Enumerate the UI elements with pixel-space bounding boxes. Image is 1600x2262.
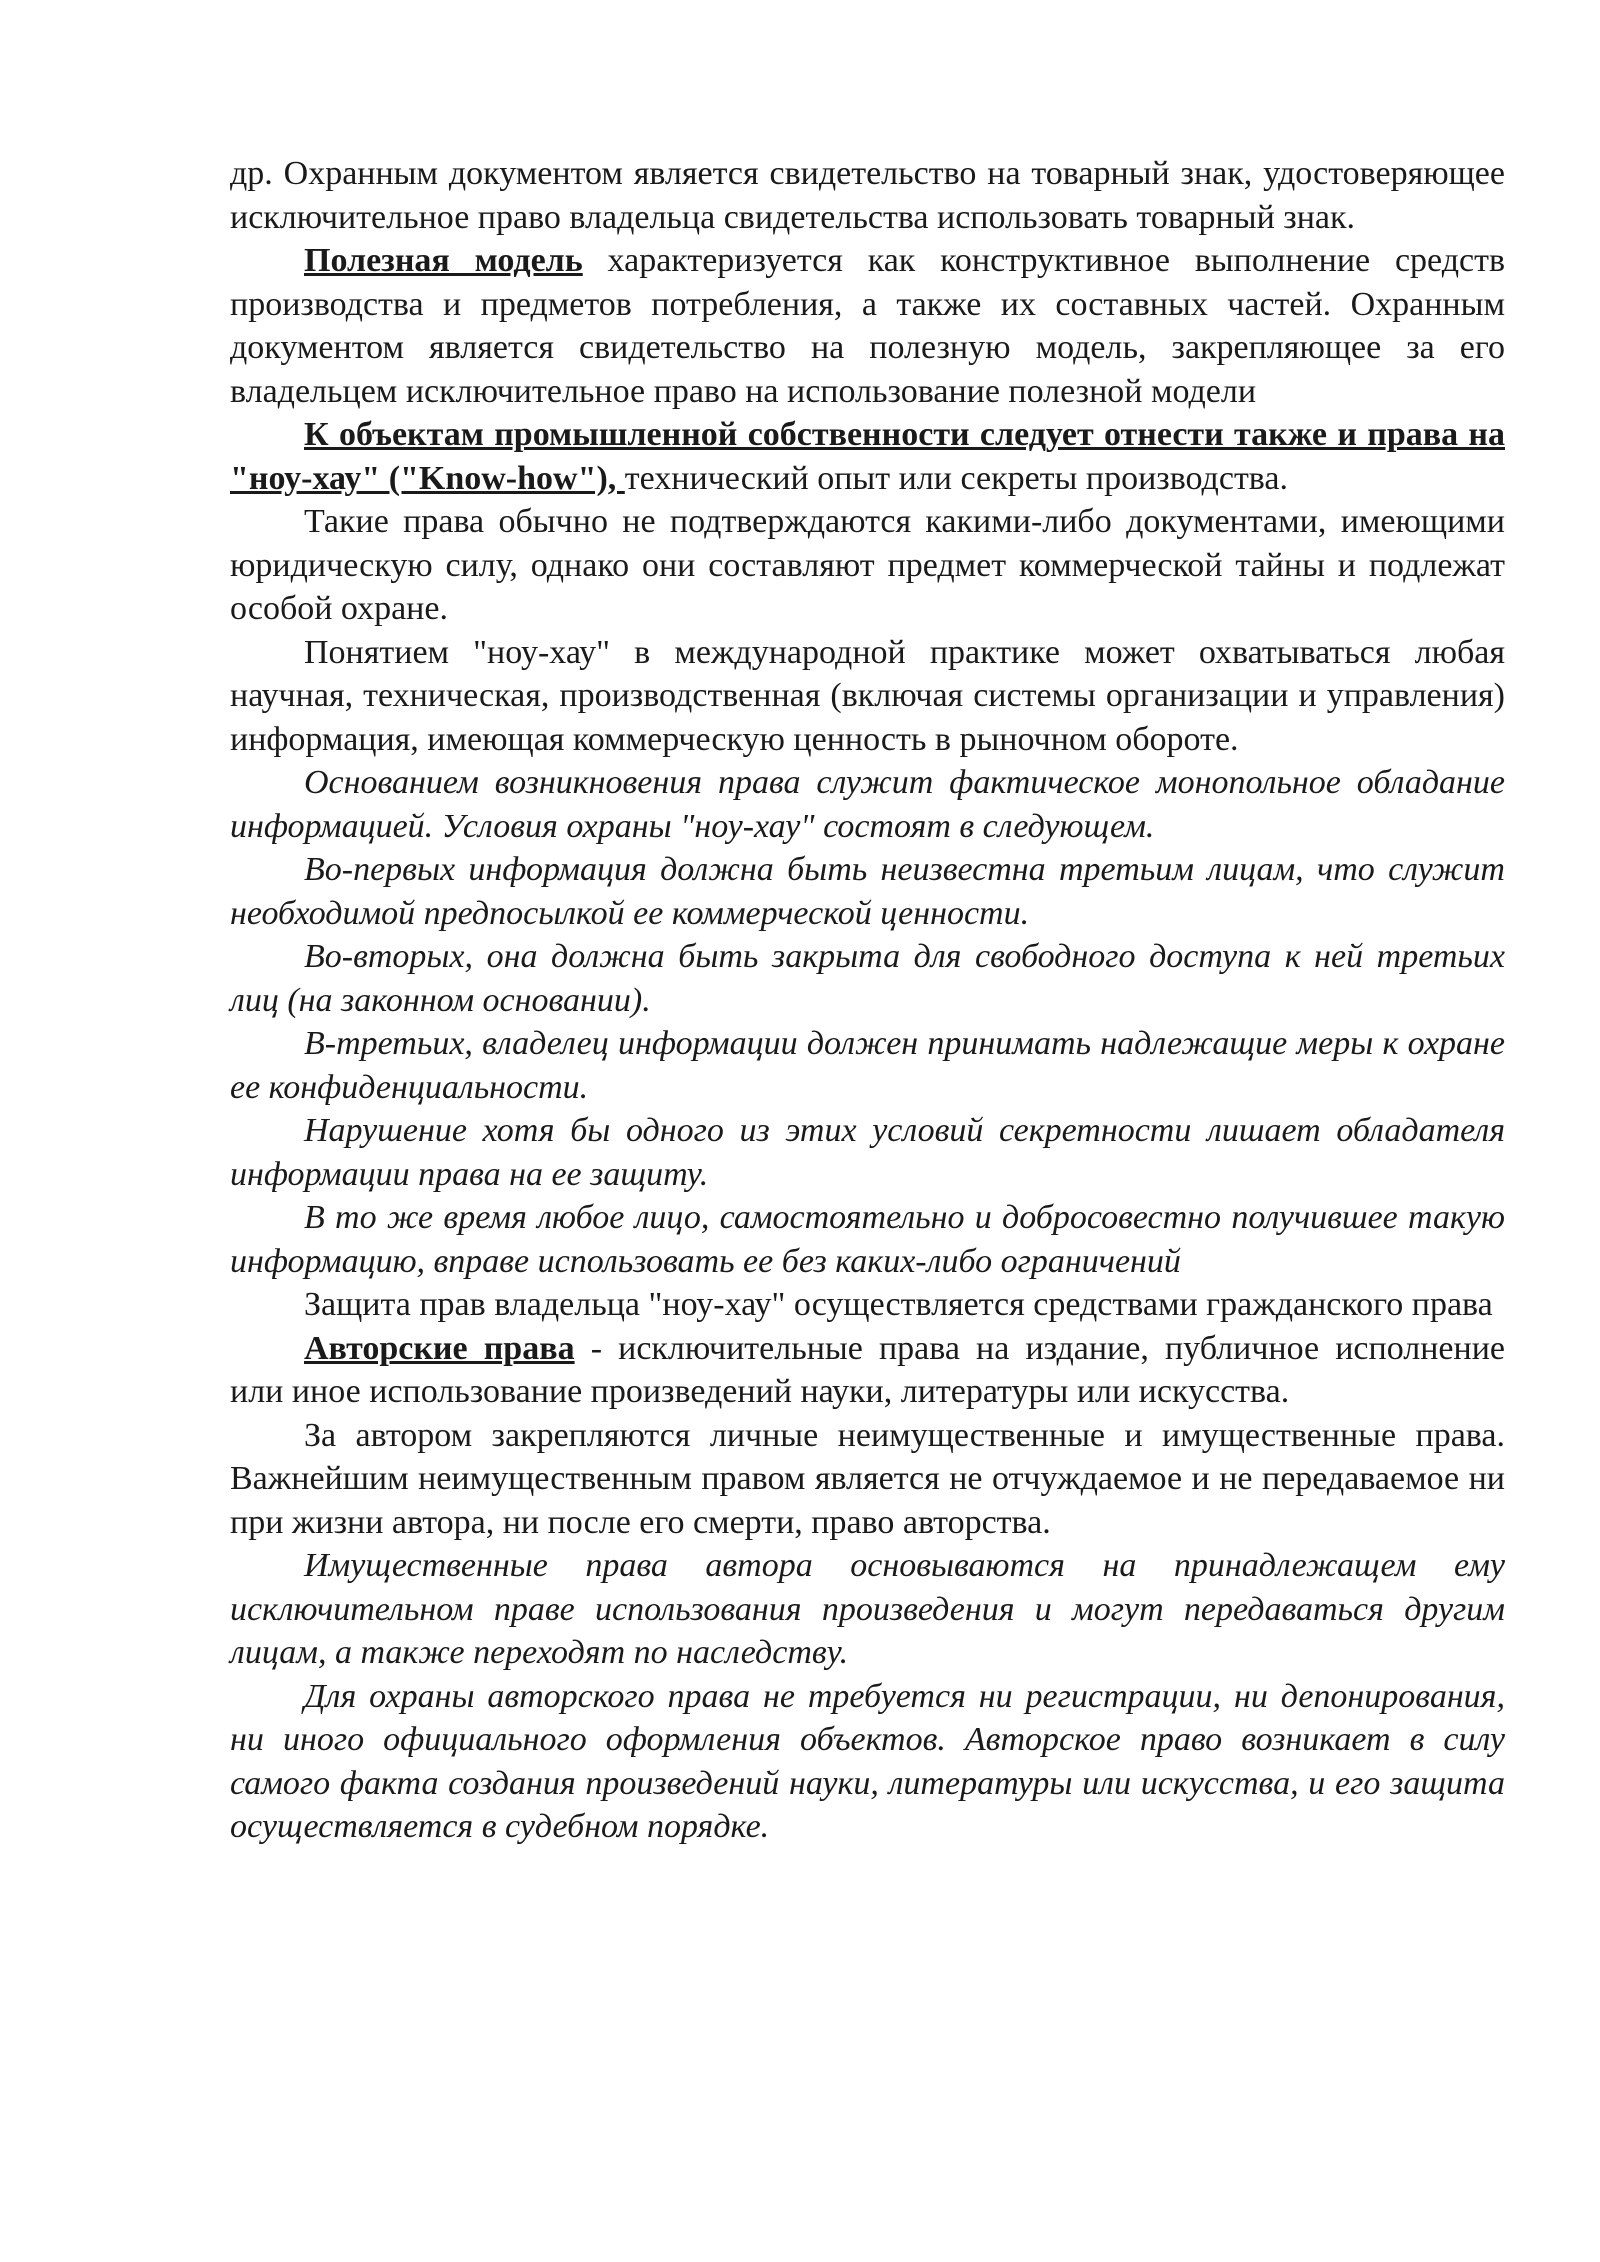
- term-copyright: Авторские права: [304, 1329, 575, 1367]
- paragraph-violation: [230, 1109, 1505, 1196]
- paragraph-text: характеризуется как конструктивное выполнение средств производства и предметов потребления, а также их составных частей. Охранным документом является свидетельство на полезную модель, закрепляющее за его владельцем исключительное право на использование полезной модели: [230, 242, 1505, 410]
- paragraph-text: Нарушение хотя бы одного из этих условий секретности лишает обладателя информации права на ее защиту.: [230, 1112, 1505, 1193]
- paragraph-text: - исключительные права на издание, публичное исполнение или иное использование произведений науки, литературы или искусства.: [230, 1329, 1505, 1410]
- paragraph-independent-acquisition: [230, 1196, 1505, 1283]
- paragraph-copyright-definition: [230, 1327, 1505, 1414]
- paragraph-text: Основанием возникновения права служит фактическое монопольное обладание информацией. Условия охраны "ноу-хау" состоят в следующем.: [230, 764, 1505, 845]
- document-page: [230, 152, 1505, 1849]
- paragraph-text: За автором закрепляются личные неимущественные и имущественные права. Важнейшим неимущественным правом является не отчуждаемое и не передаваемое ни при жизни автора, ни после его смерти, право авторства.: [230, 1416, 1505, 1541]
- paragraph-text: Защита прав владельца "ноу-хау" осуществляется средствами гражданского права: [304, 1286, 1493, 1323]
- paragraph-text: Имущественные права автора основываются на принадлежащем ему исключительном праве использования произведения и могут передаваться другим лицам, а также переходят по наследству.: [230, 1547, 1505, 1671]
- paragraph-basis-of-right: [230, 761, 1505, 848]
- paragraph-author-rights: [230, 1414, 1505, 1545]
- term-utility-model: Полезная модель: [304, 242, 583, 279]
- paragraph-text: Понятием "ноу-хау" в международной практике может охватываться любая научная, техническая, производственная (включая системы организации и управления) информация, имеющая коммерческую ценность в рыночном обороте.: [230, 633, 1505, 758]
- paragraph-text: Для охраны авторского права не требуется ни регистрации, ни депонирования, ни иного официального оформления объектов. Авторское право возникает в силу самого факта создания произведений науки, литературы или искусства, и его защита осуществляется в судебном порядке.: [230, 1677, 1505, 1845]
- paragraph-know-how-protection: [230, 1283, 1505, 1327]
- paragraph-know-how-concept: [230, 631, 1505, 762]
- paragraph-text: др. Охранным документом является свидетельство на товарный знак, удостоверяющее исключительное право владельца свидетельства использовать товарный знак.: [230, 155, 1505, 236]
- paragraph-no-registration: [230, 1675, 1505, 1849]
- paragraph-trademark-certificate: [230, 152, 1505, 239]
- paragraph-text: технический опыт или секреты производства.: [624, 459, 1288, 497]
- paragraph-rights-not-confirmed: [230, 500, 1505, 631]
- paragraph-text: В то же время любое лицо, самостоятельно и добросовестно получившее такую информацию, вправе использовать ее без каких-либо ограничений: [230, 1199, 1505, 1280]
- paragraph-text: В-третьих, владелец информации должен принимать надлежащие меры к охране ее конфиденциальности.: [230, 1025, 1505, 1106]
- paragraph-utility-model: [230, 239, 1505, 413]
- term-know-how: К объектам промышленной собственности следует отнести также и права на "ноу-хау" ("Know-how"),: [230, 416, 1505, 497]
- paragraph-condition-third: [230, 1022, 1505, 1109]
- paragraph-know-how-objects: [230, 413, 1505, 500]
- paragraph-text: Такие права обычно не подтверждаются какими-либо документами, имеющими юридическую силу, однако они составляют предмет коммерческой тайны и подлежат особой охране.: [230, 503, 1505, 627]
- paragraph-condition-first: [230, 848, 1505, 935]
- paragraph-property-rights: [230, 1544, 1505, 1675]
- paragraph-text: Во-первых информация должна быть неизвестна третьим лицам, что служит необходимой предпосылкой ее коммерческой ценности.: [230, 851, 1505, 932]
- paragraph-text: Во-вторых, она должна быть закрыта для свободного доступа к ней третьих лиц (на законном основании).: [230, 938, 1505, 1019]
- paragraph-condition-second: [230, 935, 1505, 1022]
